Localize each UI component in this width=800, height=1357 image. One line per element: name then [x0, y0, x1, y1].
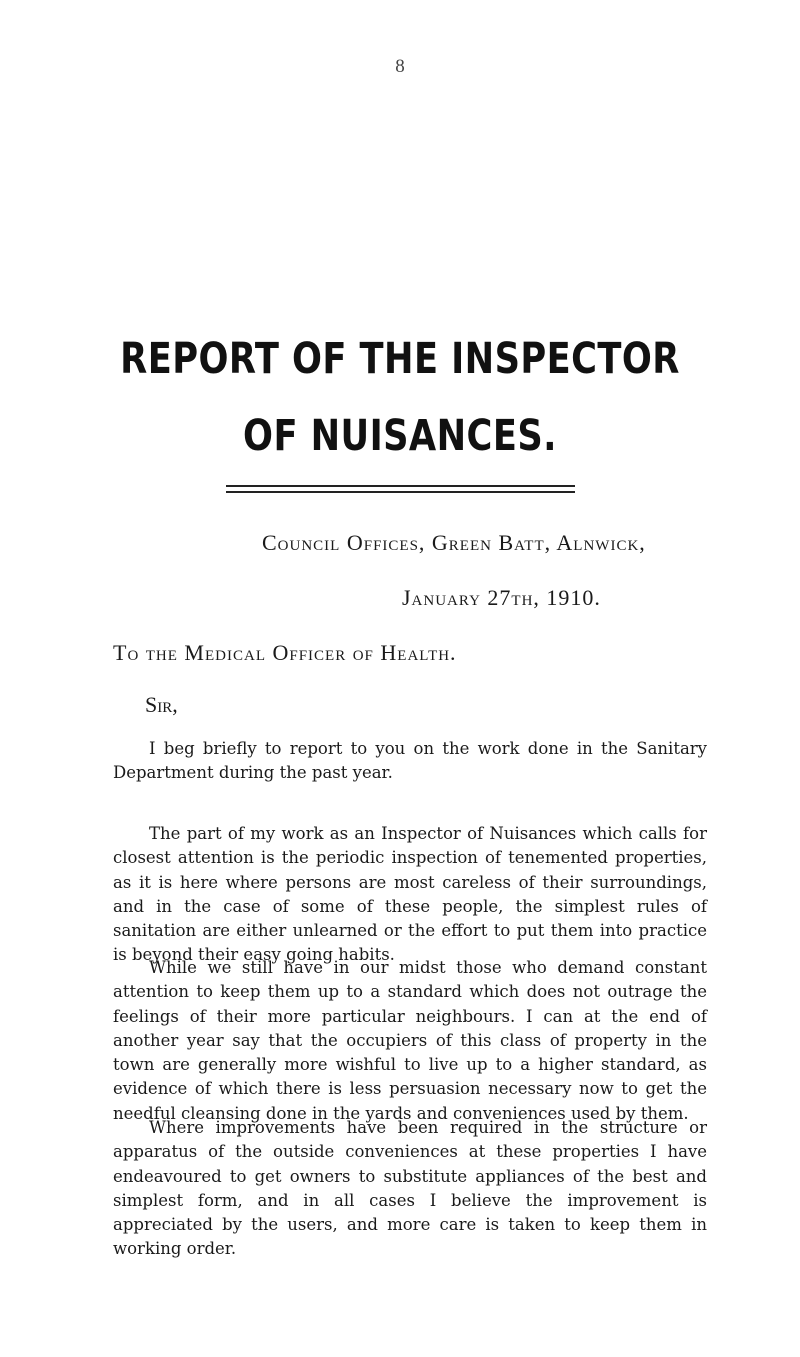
paragraph-1	[113, 737, 707, 786]
paragraph-2	[113, 822, 707, 968]
sender-address: Council Offices, Green Batt, Alnwick,	[262, 530, 646, 555]
paragraph-3	[113, 956, 707, 1126]
double-rule-top	[226, 485, 575, 487]
paragraph-text: The part of my work as an Inspector of Nuisances which calls for closest attention is the periodic inspection of tenemented properties, as it is here where persons are most careless of their surroundings, and in the case of some of these people, the simplest rules of sanitation are either unlearned or the effort to put them into practice is beyond their easy going habits.	[113, 824, 707, 965]
report-title-line-1: REPORT OF THE INSPECTOR	[120, 334, 680, 384]
paragraph-text: I beg briefly to report to you on the work done in the Sanitary Department during the past year.	[113, 739, 707, 783]
double-rule-bottom	[226, 491, 575, 493]
salutation: Sir,	[145, 692, 178, 717]
report-title-line-2: OF NUISANCES.	[243, 411, 557, 461]
letter-date: January 27th, 1910.	[402, 585, 601, 610]
paragraph-4	[113, 1116, 707, 1262]
addressee: To the Medical Officer of Health.	[113, 640, 457, 665]
paragraph-text: Where improvements have been required in the structure or apparatus of the outside conveniences at these properties I have endeavoured to get owners to substitute appliances of the best and simplest form, and in all cases I believe the improvement is appreciated by the users, and more care is taken to keep them in working order.	[113, 1118, 707, 1259]
paragraph-text: While we still have in our midst those who demand constant attention to keep them up to a standard which does not outrage the feelings of their more particular neighbours. I can at the end of another year say that the occupiers of this class of property in the town are generally more wishful to live up to a higher standard, as evidence of which there is less persuasion necessary now to get the needful cleansing done in the yards and conveniences used by them.	[113, 958, 707, 1123]
page-number: 8	[395, 56, 405, 77]
